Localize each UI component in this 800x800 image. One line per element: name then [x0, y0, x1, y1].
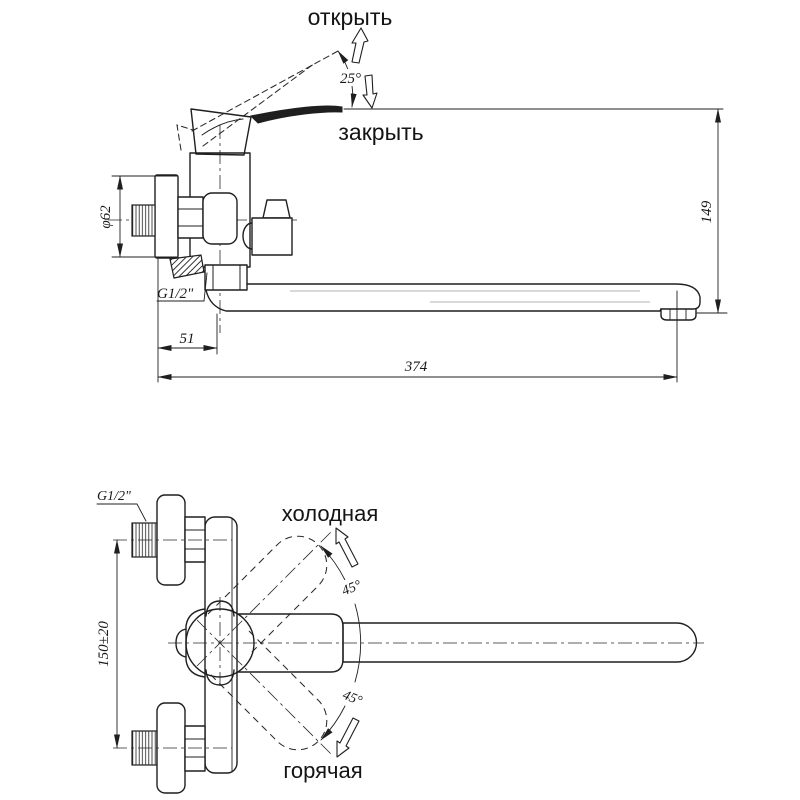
connection-centers-label: 150±20 — [96, 621, 112, 667]
hex-nut-bottom — [185, 726, 205, 771]
diverter-knob — [263, 200, 290, 218]
handle-open-ghost — [177, 51, 338, 150]
cartridge-housing — [203, 193, 237, 244]
spout-connector — [205, 265, 247, 290]
flange-diameter-label: φ62 — [98, 205, 114, 229]
front-view — [96, 489, 704, 793]
hot-direction-arrow-icon — [337, 718, 359, 757]
spout-top-edge — [247, 284, 700, 309]
close-direction-arrow-icon — [363, 75, 377, 108]
hex-nut — [178, 197, 203, 238]
wall-to-spout-label: 51 — [179, 331, 195, 347]
hot-label: горячая — [283, 758, 363, 783]
cold-label: холодная — [281, 501, 379, 526]
dimension-150 — [96, 540, 117, 748]
diverter-block — [252, 218, 292, 255]
spout — [205, 265, 700, 320]
thread-label-side — [157, 273, 207, 302]
thread-size-label-front: G1/2" — [97, 489, 131, 504]
dimension-149 — [697, 109, 727, 313]
handle-cap — [191, 109, 251, 155]
handle-lever-blade — [251, 106, 342, 123]
dimension-374 — [158, 291, 677, 382]
overall-height-label: 149 — [699, 200, 715, 224]
angle-dimension-45-up — [333, 573, 369, 602]
spout-reach-label: 374 — [404, 359, 428, 375]
swing-angle-down-label: 45° — [340, 687, 365, 710]
handle-closed — [191, 106, 342, 155]
spout-tube — [343, 623, 697, 662]
outlet-thread-cone — [170, 255, 204, 278]
open-label: открыть — [307, 4, 393, 30]
aerator-detail — [670, 309, 686, 320]
threaded-nipple — [132, 205, 155, 236]
thread-size-label: G1/2" — [157, 286, 194, 302]
open-direction-arrow-icon — [352, 28, 368, 63]
close-label: закрыть — [338, 119, 424, 145]
spout-contour-lines — [290, 291, 650, 302]
hex-nut-top — [185, 517, 205, 562]
angle-dimension-45-down — [335, 683, 371, 712]
spout-bottom-edge — [206, 290, 661, 311]
cold-direction-arrow-icon — [336, 528, 358, 567]
swing-angle-up-label: 45° — [339, 577, 364, 600]
handle-angle-label: 25° — [340, 71, 361, 87]
side-view — [98, 4, 727, 382]
aerator — [661, 309, 696, 320]
thread-label-front — [97, 489, 146, 521]
wall-flange — [155, 175, 178, 258]
